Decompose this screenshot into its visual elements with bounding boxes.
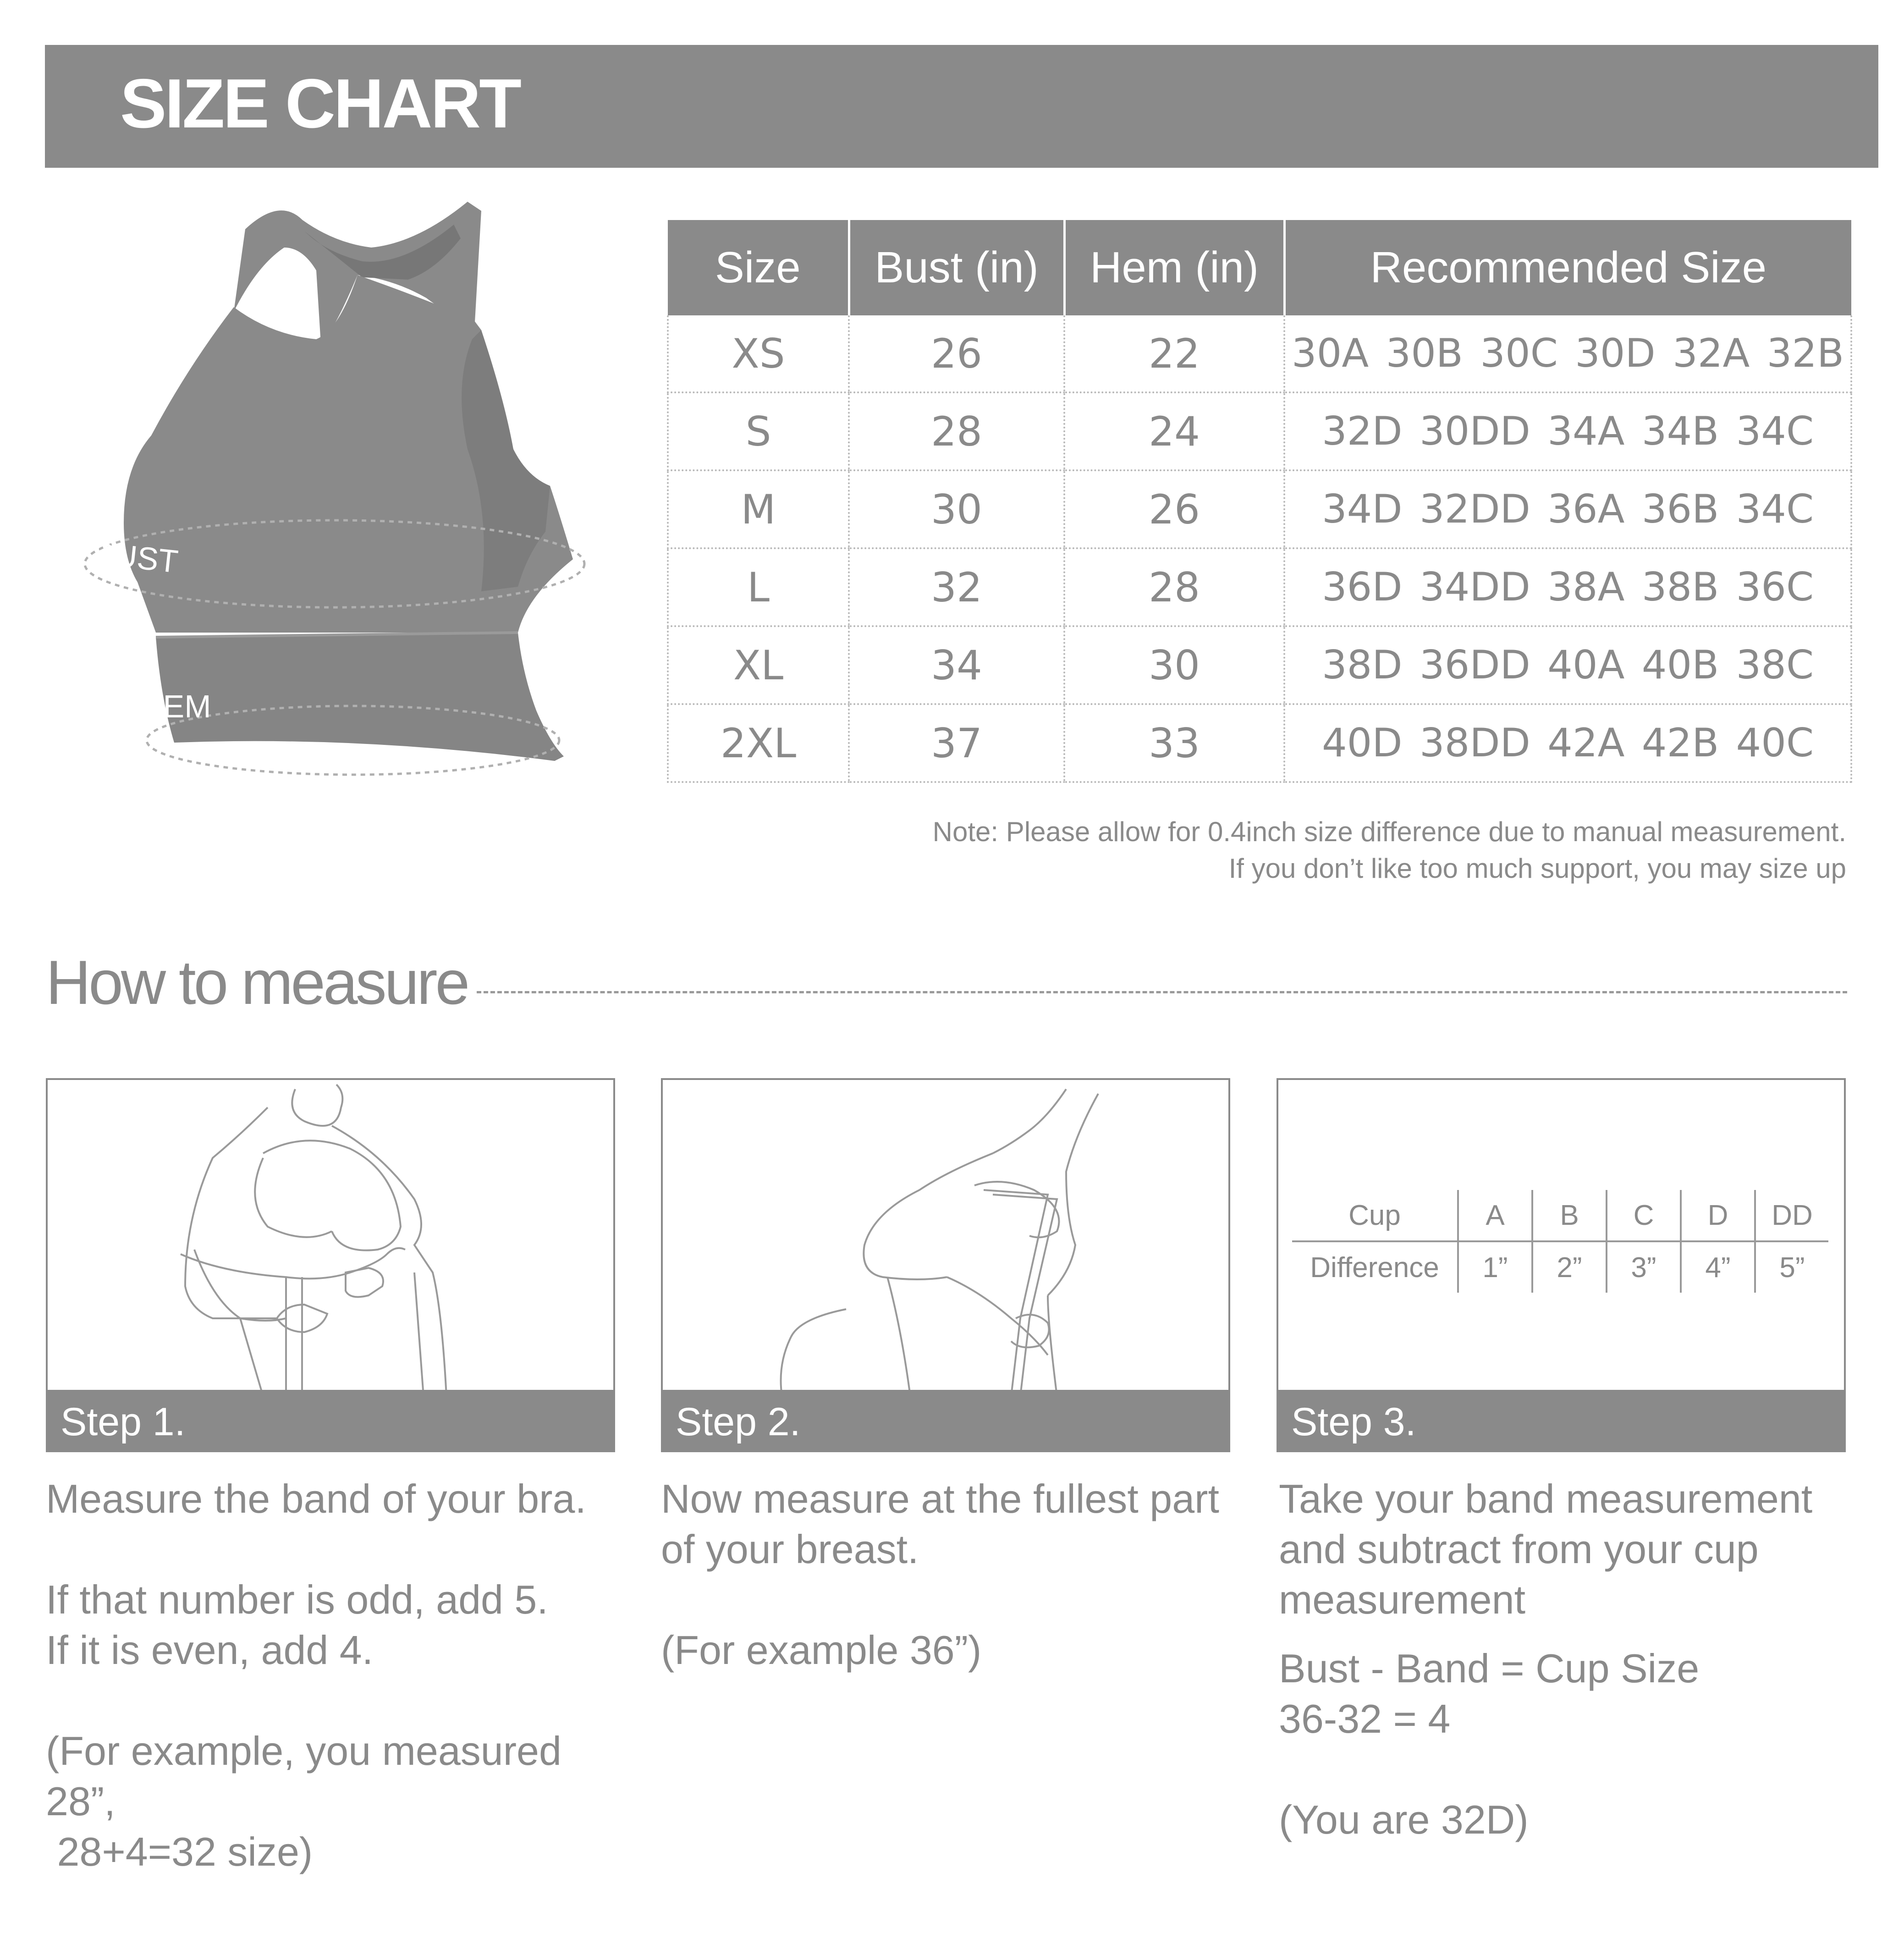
note-line-2: If you don’t like too much support, you may size up — [1228, 853, 1846, 884]
instruction-line: measurement — [1279, 1577, 1526, 1622]
cup-row — [1292, 1190, 1828, 1241]
hem-label: HEM — [140, 689, 211, 724]
table-row — [668, 392, 1851, 470]
note-line-1: Note: Please allow for 0.4inch size difference due to manual measurement. — [932, 816, 1846, 847]
instruction-line: Take your band measurement — [1279, 1476, 1813, 1521]
cell-bust: 37 — [849, 704, 1064, 782]
step-1-instructions — [46, 1474, 633, 1877]
bust-label: BUST — [91, 535, 180, 580]
cell-bust: 26 — [849, 315, 1064, 392]
instruction-line: (For example, you measured 28”, — [46, 1728, 561, 1824]
instruction-line: of your breast. — [661, 1526, 919, 1572]
instruction-line: If that number is odd, add 5. — [46, 1577, 548, 1622]
cell-recommended: 30A 30B 30C 30D 32A 32B — [1284, 315, 1851, 392]
cup-cell: DD — [1755, 1190, 1828, 1241]
step-1-label: Step 1. — [48, 1390, 613, 1450]
step-3-panel — [1277, 1078, 1846, 1452]
cell-size: XS — [668, 315, 849, 392]
cell-size: XL — [668, 626, 849, 704]
instruction-line: (For example 36”) — [661, 1627, 982, 1673]
cell-hem: 30 — [1064, 626, 1284, 704]
instruction-line: 36-32 = 4 — [1279, 1696, 1451, 1741]
page-title: SIZE CHART — [120, 65, 520, 143]
table-row — [668, 548, 1851, 626]
table-row — [668, 626, 1851, 704]
table-row — [668, 704, 1851, 782]
cup-cell: B — [1532, 1190, 1607, 1241]
cup-difference-table — [1292, 1190, 1828, 1293]
cell-recommended: 36D 34DD 38A 38B 36C — [1284, 548, 1851, 626]
col-header-bust: Bust (in) — [849, 220, 1064, 315]
difference-cell: 2” — [1532, 1241, 1607, 1293]
col-header-size: Size — [668, 220, 849, 315]
instruction-line: Now measure at the fullest part — [661, 1476, 1219, 1521]
instruction-line: Bust - Band = Cup Size — [1279, 1646, 1700, 1691]
cell-bust: 32 — [849, 548, 1064, 626]
measure-band-illustration — [48, 1080, 613, 1396]
instruction-line: (You are 32D) — [1279, 1797, 1529, 1842]
step-3-label: Step 3. — [1278, 1390, 1844, 1450]
difference-cell: 4” — [1681, 1241, 1755, 1293]
difference-cell: 3” — [1607, 1241, 1681, 1293]
cell-hem: 33 — [1064, 704, 1284, 782]
cup-cell: A — [1458, 1190, 1532, 1241]
difference-row-label: Difference — [1310, 1251, 1439, 1283]
difference-cell: 1” — [1458, 1241, 1532, 1293]
table-row — [668, 470, 1851, 548]
cell-hem: 28 — [1064, 548, 1284, 626]
instruction-line: 28+4=32 size) — [46, 1829, 313, 1874]
col-header-hem: Hem (in) — [1064, 220, 1284, 315]
size-table-header — [668, 220, 1851, 315]
instruction-line: and subtract from your cup — [1279, 1526, 1759, 1572]
step-2-label: Step 2. — [663, 1390, 1228, 1450]
cell-hem: 22 — [1064, 315, 1284, 392]
cell-hem: 26 — [1064, 470, 1284, 548]
cup-row-label: Cup — [1292, 1190, 1458, 1241]
instruction-line: Measure the band of your bra. — [46, 1476, 586, 1521]
step-2-panel — [661, 1078, 1230, 1452]
instruction-line: If it is even, add 4. — [46, 1627, 374, 1673]
cell-size: L — [668, 548, 849, 626]
col-header-recommended: Recommended Size — [1284, 220, 1851, 315]
cell-recommended: 40D 38DD 42A 42B 40C — [1284, 704, 1851, 782]
cup-cell: C — [1607, 1190, 1681, 1241]
sports-bra-image — [41, 193, 600, 834]
cup-cell: D — [1681, 1190, 1755, 1241]
dotted-divider — [477, 991, 1847, 993]
difference-cell: 5” — [1755, 1241, 1828, 1293]
how-to-measure-heading: How to measure — [46, 947, 468, 1017]
table-row — [668, 315, 1851, 392]
measurement-note — [933, 814, 1846, 887]
measure-bust-illustration — [663, 1080, 1228, 1396]
cell-hem: 24 — [1064, 392, 1284, 470]
step-3-instructions — [1279, 1474, 1865, 1845]
size-table — [667, 220, 1852, 783]
cell-bust: 34 — [849, 626, 1064, 704]
cell-recommended: 32D 30DD 34A 34B 34C — [1284, 392, 1851, 470]
cell-bust: 30 — [849, 470, 1064, 548]
cell-bust: 28 — [849, 392, 1064, 470]
cell-size: M — [668, 470, 849, 548]
cell-recommended: 38D 36DD 40A 40B 38C — [1284, 626, 1851, 704]
step-2-instructions — [661, 1474, 1248, 1675]
cell-size: S — [668, 392, 849, 470]
cell-size: 2XL — [668, 704, 849, 782]
cell-recommended: 34D 32DD 36A 36B 34C — [1284, 470, 1851, 548]
difference-row — [1292, 1241, 1828, 1293]
step-1-panel — [46, 1078, 615, 1452]
